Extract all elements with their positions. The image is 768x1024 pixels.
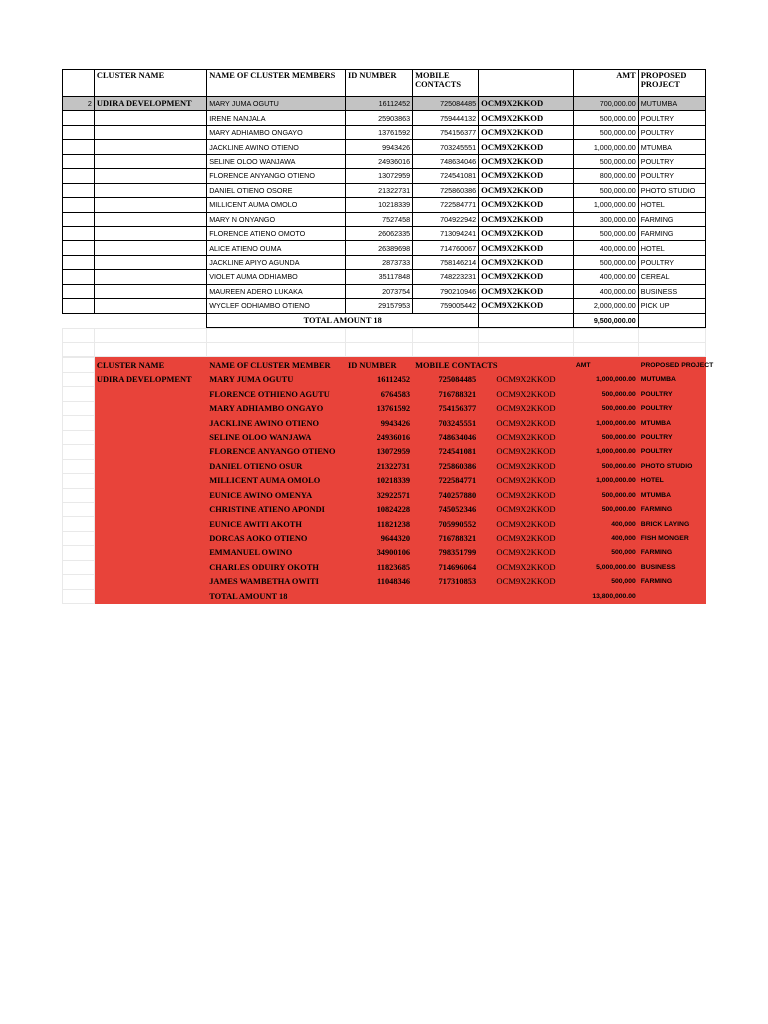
row-index[interactable]	[63, 575, 95, 589]
project-cell[interactable]: CEREAL	[638, 270, 705, 284]
id-number-cell[interactable]: 13761592	[345, 401, 412, 415]
project-cell[interactable]: POULTRY	[638, 154, 705, 168]
id-number-cell[interactable]: 11048346	[345, 575, 412, 589]
cluster-name-cell[interactable]	[94, 241, 206, 255]
spacer-rows	[62, 328, 706, 357]
project-cell[interactable]: POULTRY	[638, 445, 705, 459]
member-name-cell[interactable]: CHRISTINE ATIENO APONDI	[207, 502, 346, 516]
id-number-cell[interactable]: 10824228	[345, 502, 412, 516]
table-row	[63, 575, 706, 589]
member-name-cell[interactable]: EMMANUEL OWINO	[207, 546, 346, 560]
cluster-name-cell[interactable]	[94, 111, 206, 125]
code-cell[interactable]: OCM9X2KKOD	[479, 445, 574, 459]
project-cell[interactable]: POULTRY	[638, 111, 705, 125]
cluster-name-cell[interactable]	[94, 284, 206, 298]
total2-label[interactable]: TOTAL AMOUNT 18	[207, 589, 346, 603]
member-name-cell[interactable]: SELINE OLOO WANJAWA	[207, 430, 346, 444]
code-cell[interactable]: OCM9X2KKOD	[479, 97, 574, 111]
table-row	[63, 502, 706, 516]
table-row	[63, 416, 706, 430]
member-name-cell[interactable]: MAUREEN ADERO LUKAKA	[207, 284, 346, 298]
total2-amount[interactable]: 13,800,000.00	[573, 589, 638, 603]
mobile-cell[interactable]: 748634046	[413, 430, 479, 444]
cluster-name-cell[interactable]	[94, 416, 206, 430]
amt-cell[interactable]: 400,000	[573, 517, 638, 531]
mobile-cell[interactable]: 759444132	[413, 111, 479, 125]
mobile-cell[interactable]: 704922942	[413, 212, 479, 226]
mobile-cell[interactable]: 748223231	[413, 270, 479, 284]
cluster-name-cell[interactable]	[94, 226, 206, 240]
table-row	[63, 212, 706, 226]
id-number-cell[interactable]: 13761592	[345, 125, 412, 139]
id-number-cell[interactable]: 16112452	[345, 97, 412, 111]
code-cell[interactable]: OCM9X2KKOD	[479, 140, 574, 154]
header-code[interactable]	[479, 70, 574, 97]
code-cell[interactable]: OCM9X2KKOD	[479, 488, 574, 502]
code-cell[interactable]: OCM9X2KKOD	[479, 517, 574, 531]
code-cell[interactable]: OCM9X2KKOD	[479, 183, 574, 197]
mobile-cell[interactable]: 716788321	[413, 531, 479, 545]
table-row	[63, 226, 706, 240]
id-number-cell[interactable]: 16112452	[345, 373, 412, 387]
code-cell[interactable]: OCM9X2KKOD	[479, 111, 574, 125]
amt-cell[interactable]: 500,000.00	[573, 387, 638, 401]
code-cell[interactable]: OCM9X2KKOD	[479, 531, 574, 545]
member-name-cell[interactable]: FLORENCE OTHIENO AGUTU	[207, 387, 346, 401]
id-number-cell[interactable]: 34900106	[345, 546, 412, 560]
header-member-name[interactable]: NAME OF CLUSTER MEMBERS	[207, 70, 346, 97]
member-name-cell[interactable]: JAMES WAMBETHA OWITI	[207, 575, 346, 589]
project-cell[interactable]: FISH MONGER	[638, 531, 705, 545]
code-cell[interactable]: OCM9X2KKOD	[479, 212, 574, 226]
mobile-cell[interactable]: 740257880	[413, 488, 479, 502]
project-cell[interactable]: MUTUMBA	[638, 373, 705, 387]
project-cell[interactable]: BRICK LAYING	[638, 517, 705, 531]
id-number-cell[interactable]: 13072959	[345, 445, 412, 459]
total-label[interactable]: TOTAL AMOUNT 18	[207, 313, 479, 327]
spreadsheet	[62, 69, 714, 604]
id-number-cell[interactable]: 2073754	[345, 284, 412, 298]
project-cell[interactable]: FARMING	[638, 226, 705, 240]
mobile-cell[interactable]: 724541081	[413, 445, 479, 459]
header2-amt[interactable]: AMT	[573, 358, 638, 373]
mobile-cell[interactable]: 759005442	[413, 299, 479, 313]
row-index[interactable]	[63, 430, 95, 444]
member-name-cell[interactable]: FLORENCE ATIENO OMOTO	[207, 226, 346, 240]
member-name-cell[interactable]: IRENE NANJALA	[207, 111, 346, 125]
id-number-cell[interactable]: 35117848	[345, 270, 412, 284]
table-row	[63, 111, 706, 125]
member-name-cell[interactable]: EUNICE AWINO OMENYA	[207, 488, 346, 502]
project-cell[interactable]: POULTRY	[638, 430, 705, 444]
table-row	[63, 531, 706, 545]
cluster-name-cell[interactable]: UDIRA DEVELOPMENT	[94, 373, 206, 387]
member-name-cell[interactable]: MARY N ONYANGO	[207, 212, 346, 226]
header2-id-number[interactable]: ID NUMBER	[345, 358, 412, 373]
id-number-cell[interactable]: 13072959	[345, 169, 412, 183]
row-index[interactable]	[63, 416, 95, 430]
id-number-cell[interactable]: 10218339	[345, 474, 412, 488]
header2-cluster-name[interactable]: CLUSTER NAME	[94, 358, 206, 373]
cluster-name-cell[interactable]	[94, 517, 206, 531]
project-cell[interactable]: BUSINESS	[638, 560, 705, 574]
table-row	[63, 255, 706, 269]
member-name-cell[interactable]: MARY JUMA OGUTU	[207, 97, 346, 111]
row-index[interactable]	[63, 111, 95, 125]
cluster-name-cell[interactable]	[94, 560, 206, 574]
table-row	[63, 140, 706, 154]
header2-member-name[interactable]: NAME OF CLUSTER MEMBER	[207, 358, 346, 373]
table-row	[63, 546, 706, 560]
amt-cell[interactable]: 500,000.00	[573, 488, 638, 502]
id-number-cell[interactable]: 11823685	[345, 560, 412, 574]
table-row	[63, 241, 706, 255]
cluster-name-cell[interactable]	[94, 125, 206, 139]
row-index[interactable]	[63, 387, 95, 401]
amt-cell[interactable]: 500,000.00	[573, 154, 638, 168]
code-cell[interactable]: OCM9X2KKOD	[479, 387, 574, 401]
cluster-name-cell[interactable]	[94, 212, 206, 226]
row-index[interactable]	[63, 284, 95, 298]
id-number-cell[interactable]: 26062335	[345, 226, 412, 240]
table-row	[63, 183, 706, 197]
member-name-cell[interactable]: MARY ADHIAMBO ONGAYO	[207, 125, 346, 139]
cluster-name-cell[interactable]	[94, 255, 206, 269]
project-cell[interactable]: FARMING	[638, 502, 705, 516]
table-row	[63, 284, 706, 298]
row-index[interactable]	[63, 241, 95, 255]
project-cell[interactable]: FARMING	[638, 212, 705, 226]
amt-cell[interactable]: 2,000,000.00	[573, 299, 638, 313]
id-number-cell[interactable]: 9943426	[345, 416, 412, 430]
id-number-cell[interactable]: 2873733	[345, 255, 412, 269]
mobile-cell[interactable]: 722584771	[413, 198, 479, 212]
cluster-name-cell[interactable]	[94, 183, 206, 197]
row-index[interactable]	[63, 488, 95, 502]
row-index[interactable]	[63, 445, 95, 459]
mobile-cell[interactable]: 717310853	[413, 575, 479, 589]
member-name-cell[interactable]: JACKLINE AWINO OTIENO	[207, 416, 346, 430]
member-name-cell[interactable]: JACKLINE APIYO AGUNDA	[207, 255, 346, 269]
amt-cell[interactable]: 400,000.00	[573, 241, 638, 255]
header-id-number[interactable]: ID NUMBER	[345, 70, 412, 97]
code-cell[interactable]: OCM9X2KKOD	[479, 401, 574, 415]
table-row	[63, 445, 706, 459]
project-cell[interactable]: PICK UP	[638, 299, 705, 313]
header-mobile-contacts[interactable]: MOBILE CONTACTS	[413, 70, 479, 97]
table-row	[63, 198, 706, 212]
project-cell[interactable]: BUSINESS	[638, 284, 705, 298]
table-row	[63, 387, 706, 401]
row-index[interactable]	[63, 401, 95, 415]
amt-cell[interactable]: 500,000	[573, 575, 638, 589]
table-row	[63, 299, 706, 313]
code-cell[interactable]: OCM9X2KKOD	[479, 502, 574, 516]
id-number-cell[interactable]: 21322731	[345, 459, 412, 473]
code-cell[interactable]: OCM9X2KKOD	[479, 546, 574, 560]
project-cell[interactable]: PHOTO STUDIO	[638, 183, 705, 197]
header-index[interactable]	[63, 70, 95, 97]
table1-header-row	[63, 70, 706, 97]
row-index[interactable]	[63, 154, 95, 168]
id-number-cell[interactable]: 9943426	[345, 140, 412, 154]
project-cell[interactable]: PHOTO STUDIO	[638, 459, 705, 473]
project-cell[interactable]: MTUMBA	[638, 140, 705, 154]
cluster-name-cell[interactable]	[94, 198, 206, 212]
amt-cell[interactable]: 500,000.00	[573, 401, 638, 415]
cluster-name-cell[interactable]	[94, 140, 206, 154]
amt-cell[interactable]: 500,000.00	[573, 111, 638, 125]
mobile-cell[interactable]: 725860386	[413, 183, 479, 197]
id-number-cell[interactable]: 24936016	[345, 154, 412, 168]
amt-cell[interactable]: 1,000,000.00	[573, 445, 638, 459]
member-name-cell[interactable]: WYCLEF ODHIAMBO OTIENO	[207, 299, 346, 313]
mobile-cell[interactable]: 705990552	[413, 517, 479, 531]
id-number-cell[interactable]: 9644320	[345, 531, 412, 545]
table-row	[63, 125, 706, 139]
mobile-cell[interactable]: 790210946	[413, 284, 479, 298]
cluster-name-cell[interactable]	[94, 299, 206, 313]
project-cell[interactable]: HOTEL	[638, 474, 705, 488]
code-cell[interactable]: OCM9X2KKOD	[479, 169, 574, 183]
code-cell[interactable]: OCM9X2KKOD	[479, 416, 574, 430]
table2-header-row	[63, 358, 706, 373]
row-index[interactable]	[63, 226, 95, 240]
project-cell[interactable]: HOTEL	[638, 241, 705, 255]
project-cell[interactable]: MTUMBA	[638, 488, 705, 502]
code-cell[interactable]: OCM9X2KKOD	[479, 373, 574, 387]
member-name-cell[interactable]: EUNICE AWITI AKOTH	[207, 517, 346, 531]
header-amt[interactable]: AMT	[573, 70, 638, 97]
member-name-cell[interactable]: MILLICENT AUMA OMOLO	[207, 474, 346, 488]
amt-cell[interactable]: 1,000,000.00	[573, 198, 638, 212]
code-cell[interactable]: OCM9X2KKOD	[479, 270, 574, 284]
project-cell[interactable]: POULTRY	[638, 169, 705, 183]
mobile-cell[interactable]: 725860386	[413, 459, 479, 473]
row-index[interactable]	[63, 531, 95, 545]
row-index[interactable]	[63, 270, 95, 284]
cluster-name-cell[interactable]	[94, 502, 206, 516]
cluster-name-cell[interactable]	[94, 531, 206, 545]
cluster-name-cell[interactable]	[94, 270, 206, 284]
header-proposed-project[interactable]: PROPOSED PROJECT	[638, 70, 705, 97]
row-index[interactable]: 2	[63, 97, 95, 111]
table-cluster-1	[62, 69, 706, 328]
id-number-cell[interactable]: 6764583	[345, 387, 412, 401]
mobile-cell[interactable]: 725084485	[413, 97, 479, 111]
code-cell[interactable]: OCM9X2KKOD	[479, 154, 574, 168]
table-row	[63, 430, 706, 444]
cluster-name-cell[interactable]	[94, 169, 206, 183]
amt-cell[interactable]: 1,000,000.00	[573, 373, 638, 387]
id-number-cell[interactable]: 7527458	[345, 212, 412, 226]
code-cell[interactable]: OCM9X2KKOD	[479, 255, 574, 269]
table1-total-row	[63, 313, 706, 327]
row-index[interactable]	[63, 502, 95, 516]
cluster-name-cell[interactable]	[94, 575, 206, 589]
amt-cell[interactable]: 400,000.00	[573, 284, 638, 298]
amt-cell[interactable]: 400,000.00	[573, 270, 638, 284]
total-amount[interactable]: 9,500,000.00	[573, 313, 638, 327]
row-index[interactable]	[63, 546, 95, 560]
id-number-cell[interactable]: 32922571	[345, 488, 412, 502]
mobile-cell[interactable]: 745052346	[413, 502, 479, 516]
cluster-name-cell[interactable]	[94, 387, 206, 401]
amt-cell[interactable]: 500,000.00	[573, 183, 638, 197]
code-cell[interactable]: OCM9X2KKOD	[479, 299, 574, 313]
mobile-cell[interactable]: 724541081	[413, 169, 479, 183]
row-index[interactable]	[63, 373, 95, 387]
amt-cell[interactable]: 500,000	[573, 546, 638, 560]
cluster-name-cell[interactable]	[94, 459, 206, 473]
mobile-cell[interactable]: 725084485	[413, 373, 479, 387]
table-row	[63, 560, 706, 574]
table-cluster-2	[62, 357, 714, 604]
mobile-cell[interactable]: 703245551	[413, 140, 479, 154]
amt-cell[interactable]: 500,000.00	[573, 430, 638, 444]
code-cell[interactable]: OCM9X2KKOD	[479, 560, 574, 574]
cluster-name-cell[interactable]: UDIRA DEVELOPMENT	[94, 97, 206, 111]
member-name-cell[interactable]: ALICE ATIENO OUMA	[207, 241, 346, 255]
amt-cell[interactable]: 800,000.00	[573, 169, 638, 183]
member-name-cell[interactable]: DORCAS AOKO OTIENO	[207, 531, 346, 545]
amt-cell[interactable]: 500,000.00	[573, 502, 638, 516]
row-index[interactable]	[63, 299, 95, 313]
mobile-cell[interactable]: 713094241	[413, 226, 479, 240]
table2-total-row	[63, 589, 706, 603]
code-cell[interactable]: OCM9X2KKOD	[479, 575, 574, 589]
row-index[interactable]	[63, 474, 95, 488]
id-number-cell[interactable]: 11821238	[345, 517, 412, 531]
row-index[interactable]	[63, 212, 95, 226]
amt-cell[interactable]: 500,000.00	[573, 226, 638, 240]
table-row	[63, 474, 706, 488]
table-row	[63, 97, 706, 111]
member-name-cell[interactable]: DANIEL OTIENO OSUR	[207, 459, 346, 473]
code-cell[interactable]: OCM9X2KKOD	[479, 241, 574, 255]
id-number-cell[interactable]: 24936016	[345, 430, 412, 444]
project-cell[interactable]: POULTRY	[638, 387, 705, 401]
amt-cell[interactable]: 1,000,000.00	[573, 416, 638, 430]
amt-cell[interactable]: 300,000.00	[573, 212, 638, 226]
table-row	[63, 270, 706, 284]
project-cell[interactable]: FARMING	[638, 575, 705, 589]
table-row	[63, 459, 706, 473]
mobile-cell[interactable]: 754156377	[413, 125, 479, 139]
project-cell[interactable]: MUTUMBA	[638, 97, 705, 111]
id-number-cell[interactable]: 26389698	[345, 241, 412, 255]
member-name-cell[interactable]: MARY JUMA OGUTU	[207, 373, 346, 387]
cluster-name-cell[interactable]	[94, 401, 206, 415]
code-cell[interactable]: OCM9X2KKOD	[479, 226, 574, 240]
code-cell[interactable]: OCM9X2KKOD	[479, 284, 574, 298]
row-index[interactable]	[63, 459, 95, 473]
member-name-cell[interactable]: FLORENCE ANYANGO OTIENO	[207, 169, 346, 183]
member-name-cell[interactable]: CHARLES ODUIRY OKOTH	[207, 560, 346, 574]
mobile-cell[interactable]: 798351799	[413, 546, 479, 560]
mobile-cell[interactable]: 748634046	[413, 154, 479, 168]
project-cell[interactable]: MTUMBA	[638, 416, 705, 430]
member-name-cell[interactable]: MARY ADHIAMBO ONGAYO	[207, 401, 346, 415]
member-name-cell[interactable]: MILLICENT AUMA OMOLO	[207, 198, 346, 212]
table-row	[63, 401, 706, 415]
cluster-name-cell[interactable]	[94, 154, 206, 168]
cluster-name-cell[interactable]	[94, 546, 206, 560]
row-index[interactable]	[63, 255, 95, 269]
project-cell[interactable]: POULTRY	[638, 255, 705, 269]
row-index[interactable]	[63, 125, 95, 139]
amt-cell[interactable]: 700,000.00	[573, 97, 638, 111]
cluster-name-cell[interactable]	[94, 430, 206, 444]
id-number-cell[interactable]: 10218339	[345, 198, 412, 212]
cluster-name-cell[interactable]	[94, 474, 206, 488]
mobile-cell[interactable]: 714760067	[413, 241, 479, 255]
mobile-cell[interactable]: 722584771	[413, 474, 479, 488]
mobile-cell[interactable]: 758146214	[413, 255, 479, 269]
header-cluster-name[interactable]: CLUSTER NAME	[94, 70, 206, 97]
row-index[interactable]	[63, 517, 95, 531]
table-row	[63, 488, 706, 502]
member-name-cell[interactable]: FLORENCE ANYANGO OTIENO	[207, 445, 346, 459]
member-name-cell[interactable]: VIOLET AUMA ODHIAMBO	[207, 270, 346, 284]
project-cell[interactable]: HOTEL	[638, 198, 705, 212]
code-cell[interactable]: OCM9X2KKOD	[479, 198, 574, 212]
row-index[interactable]	[63, 183, 95, 197]
cluster-name-cell[interactable]	[94, 488, 206, 502]
member-name-cell[interactable]: JACKLINE AWINO OTIENO	[207, 140, 346, 154]
table-row	[63, 169, 706, 183]
header2-mobile-contacts[interactable]: MOBILE CONTACTS	[413, 358, 574, 373]
amt-cell[interactable]: 400,000	[573, 531, 638, 545]
amt-cell[interactable]: 500,000.00	[573, 459, 638, 473]
table-row	[63, 154, 706, 168]
row-index[interactable]	[63, 140, 95, 154]
code-cell[interactable]: OCM9X2KKOD	[479, 459, 574, 473]
id-number-cell[interactable]: 25903863	[345, 111, 412, 125]
table-row	[63, 517, 706, 531]
code-cell[interactable]: OCM9X2KKOD	[479, 474, 574, 488]
id-number-cell[interactable]: 21322731	[345, 183, 412, 197]
amt-cell[interactable]: 1,000,000.00	[573, 474, 638, 488]
id-number-cell[interactable]: 29157953	[345, 299, 412, 313]
mobile-cell[interactable]: 716788321	[413, 387, 479, 401]
row-index[interactable]	[63, 169, 95, 183]
mobile-cell[interactable]: 754156377	[413, 401, 479, 415]
code-cell[interactable]: OCM9X2KKOD	[479, 125, 574, 139]
cluster-name-cell[interactable]	[94, 445, 206, 459]
code-cell[interactable]: OCM9X2KKOD	[479, 430, 574, 444]
project-cell[interactable]: POULTRY	[638, 401, 705, 415]
row-index[interactable]	[63, 560, 95, 574]
amt-cell[interactable]: 1,000,000.00	[573, 140, 638, 154]
project-cell[interactable]: FARMING	[638, 546, 705, 560]
table-row	[63, 373, 706, 387]
amt-cell[interactable]: 500,000.00	[573, 255, 638, 269]
mobile-cell[interactable]: 703245551	[413, 416, 479, 430]
mobile-cell[interactable]: 714696064	[413, 560, 479, 574]
member-name-cell[interactable]: DANIEL OTIENO OSORE	[207, 183, 346, 197]
member-name-cell[interactable]: SELINE OLOO WANJAWA	[207, 154, 346, 168]
amt-cell[interactable]: 5,000,000.00	[573, 560, 638, 574]
project-cell[interactable]: POULTRY	[638, 125, 705, 139]
row-index[interactable]	[63, 198, 95, 212]
header2-proposed-project[interactable]: PROPOSED PROJECT	[638, 358, 705, 373]
amt-cell[interactable]: 500,000.00	[573, 125, 638, 139]
